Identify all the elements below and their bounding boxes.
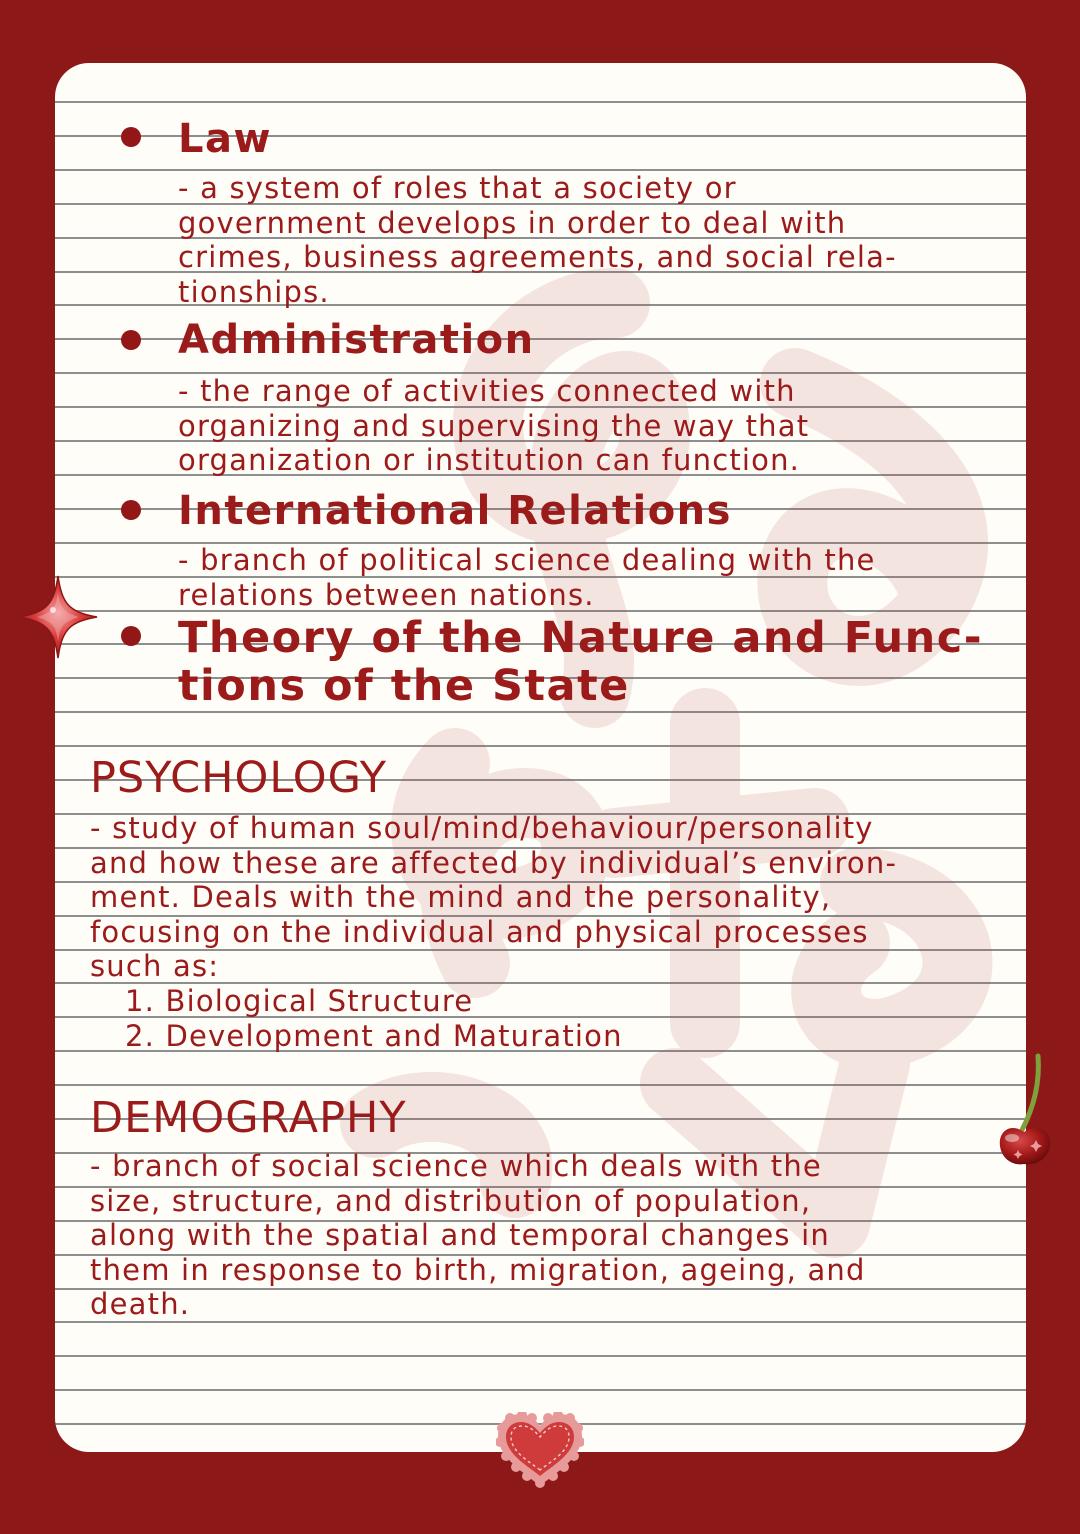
definition-line: government develops in order to deal with [178, 205, 847, 240]
section-body-demography [90, 1149, 866, 1322]
definition-law [178, 171, 897, 309]
body-line: focusing on the individual and physical processes [90, 914, 869, 949]
definition-line: relations between nations. [178, 577, 595, 612]
term-law: Law [178, 116, 272, 162]
body-line: along with the spatial and temporal changes in [90, 1218, 830, 1252]
psychology-list-item-1: 1. Biological Structure [125, 984, 474, 1018]
body-line: - branch of social science which deals with the [90, 1149, 822, 1183]
definition-line: organization or institution can function. [178, 443, 801, 477]
body-line: size, structure, and distribution of population, [90, 1183, 812, 1218]
body-line: death. [90, 1287, 191, 1321]
term-line: Theory of the Nature and Func- [178, 613, 984, 663]
term-line: tions of the State [178, 661, 630, 711]
bullet-dot [121, 127, 141, 147]
definition-line: organizing and supervising the way that [178, 408, 810, 443]
psychology-list-item-2: 2. Development and Maturation [125, 1019, 623, 1053]
body-line: such as: [90, 949, 220, 983]
body-line: and how these are affected by individual’s environ- [90, 845, 898, 880]
body-line: - study of human soul/mind/behaviour/personality [90, 811, 874, 845]
term-international-relations: International Relations [178, 488, 732, 534]
definition-line: - a system of roles that a society or [178, 171, 737, 205]
bullet-dot [121, 330, 141, 350]
term-administration: Administration [178, 317, 535, 363]
body-line: ment. Deals with the mind and the personality, [90, 880, 832, 914]
sparkle-star-icon [17, 574, 99, 660]
bullet-dot [121, 626, 141, 646]
section-body-psychology [90, 811, 897, 984]
cherry-icon [996, 1052, 1056, 1168]
section-title-demography: DEMOGRAPHY [90, 1093, 407, 1143]
definition-line: tionships. [178, 274, 330, 309]
bullet-dot [121, 500, 141, 520]
term-theory-of-the-state [178, 614, 983, 710]
definition-line: - branch of political science dealing with the [178, 543, 876, 577]
body-line: them in response to birth, migration, ageing, and [90, 1252, 866, 1287]
definition-line: crimes, business agreements, and social rela- [178, 240, 897, 274]
lace-heart-icon [496, 1412, 584, 1488]
definition-line: - the range of activities connected with [178, 374, 796, 408]
definition-administration [178, 374, 809, 478]
definition-international-relations [178, 543, 876, 612]
notes-content [55, 63, 1026, 1452]
section-title-psychology: PSYCHOLOGY [90, 753, 388, 803]
notebook-page [55, 63, 1026, 1452]
